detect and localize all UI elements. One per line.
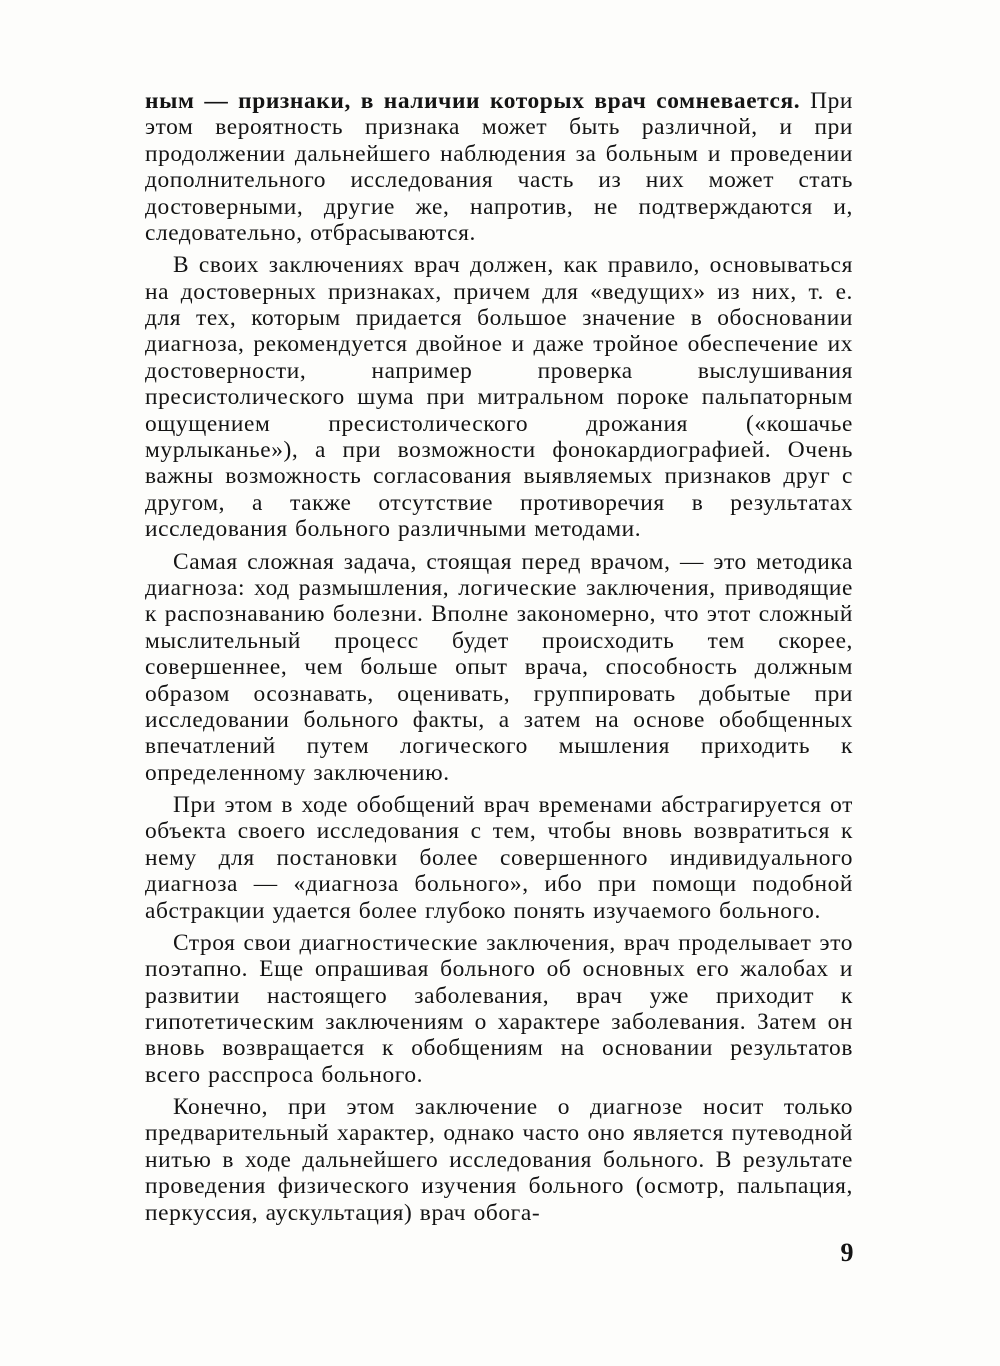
paragraph-5: Строя свои диагностические заключения, врач проделывает это поэтапно. Еще опрашивая больного об основных его жалобах и развитии настоящего заболевания, врач уже приходит к гипотетическим заключениям о характере заболевания. Затем он вновь возвращается к обобщениям на основании результатов всего расспроса больного. (145, 929, 853, 1088)
paragraph-4: При этом в ходе обобщений врач временами абстрагируется от объекта своего исследования с тем, чтобы вновь возвратиться к нему для постановки более совершенного индивидуального диагноза — «диагноза больного», ибо при помощи подобной абстракции удается более глубоко понять изучаемого больного. (145, 791, 853, 924)
paragraph-6: Конечно, при этом заключение о диагнозе носит только предварительный характер, однако часто оно является путеводной нитью в ходе дальнейшего исследования больного. В результате проведения физического изучения больного (осмотр, пальпация, перкуссия, аускультация) врач обога- (145, 1094, 853, 1226)
paragraph-2: В своих заключениях врач должен, как правило, основываться на достоверных признаках, причем для «ведущих» из них, т. е. для тех, которым придается большое значение в обосновании диагноза, рекомендуется двойное и даже тройное обеспечение их достоверности, например проверка выслушивания пресистолического шума при митральном пороке пальпаторным ощущением пресистолического дрожания («кошачье мурлыканье»), а при возможности фонокардиографией. Очень важны возможность согласования выявляемых признаков друг с другом, а также отсутствие противоречия в результатах исследования больного различными методами. (145, 252, 853, 543)
paragraph-1-lead: ным — признаки, в наличии которых врач сомневается. (145, 88, 801, 114)
paragraph-3: Самая сложная задача, стоящая перед врачом, — это методика диагноза: ход размышления, логические заключения, приводящие к распознаванию болезни. Вполне закономерно, что этот сложный мыслительный процесс будет происходить тем скорее, совершеннее, чем больше опыт врача, способность должным образом осознавать, оценивать, группировать добытые при исследовании больного факты, а затем на основе обобщенных впечатлений путем логического мышления приходить к определенному заключению. (145, 548, 853, 786)
paragraph-1 (145, 88, 853, 246)
page-number: 9 (840, 1238, 854, 1267)
paragraph-1-text: При этом вероятность признака может быть различной, и при продолжении дальнейшего наблюдения за больным и проведении дополнительного исследования часть из них может стать достоверными, другие же, напротив, не подтверждаются и, следовательно, отбрасываются. (145, 88, 853, 247)
body-text (145, 88, 853, 1232)
